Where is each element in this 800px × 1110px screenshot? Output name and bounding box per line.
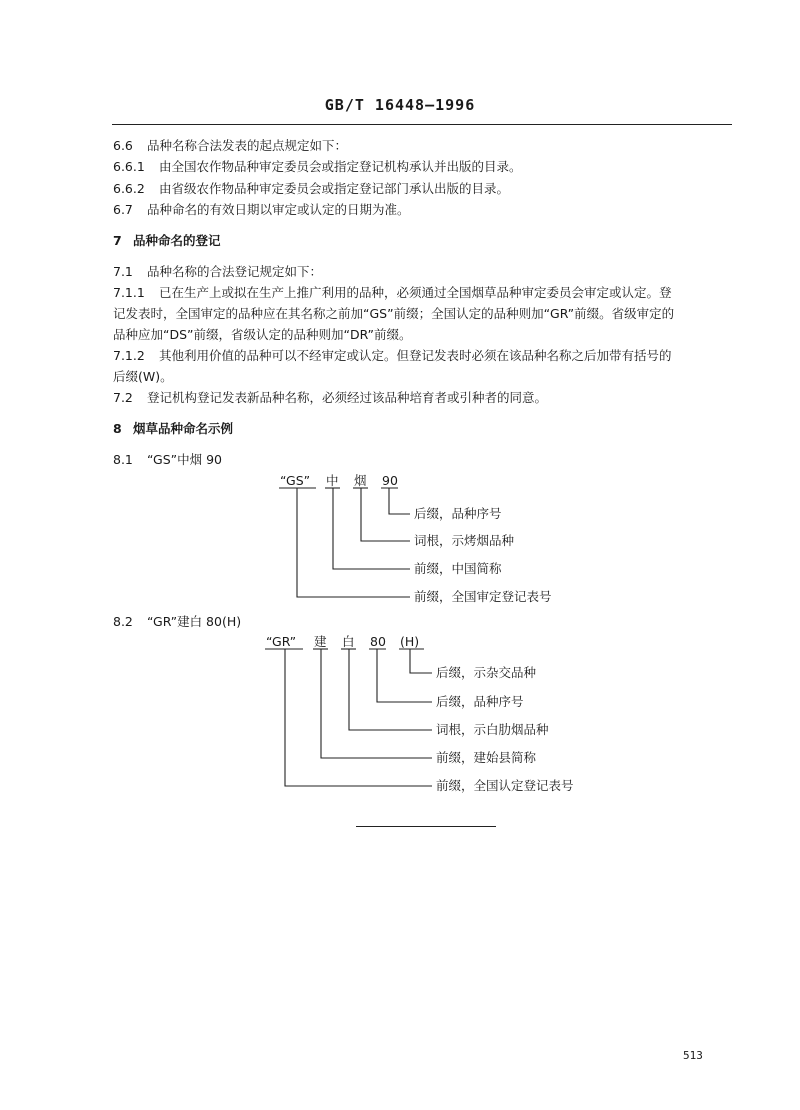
end-rule — [356, 826, 496, 827]
d1-label-3: 前缀，中国简称 — [414, 561, 502, 576]
clause-6-6: 6.6 品种名称合法发表的起点规定如下： — [113, 138, 348, 153]
clause-7-2: 7.2 登记机构登记发表新品种名称，必须经过该品种培育者或引种者的同意。 — [113, 390, 548, 405]
d2-token-bai: 白 — [342, 634, 355, 649]
clause-6-7: 6.7 品种命名的有效日期以审定或认定的日期为准。 — [113, 202, 410, 217]
clause-7-1: 7.1 品种名称的合法登记规定如下： — [113, 264, 323, 279]
d2-label-1: 后缀，示杂交品种 — [436, 665, 537, 680]
clause-7-1-2-cont: 后缀(W)。 — [113, 369, 173, 384]
d1-label-2: 词根，示烤烟品种 — [414, 533, 515, 548]
clause-6-6-1: 6.6.1 由全国农作物品种审定委员会或指定登记机构承认并出版的目录。 — [113, 159, 522, 174]
d2-label-3: 词根，示白肋烟品种 — [436, 722, 549, 737]
clause-7-1-1-cont: 记发表时，全国审定的品种应在其名称之前加“GS”前缀；全国认定的品种则加“GR”前缀。省级审定的 — [113, 306, 675, 321]
d1-token-yan: 烟 — [354, 473, 367, 488]
d2-token-80: 80 — [370, 634, 386, 649]
d2-label-4: 前缀，建始县简称 — [436, 750, 537, 765]
d1-label-1: 后缀，品种序号 — [414, 506, 502, 521]
standard-header: GB/T 16448—1996 — [324, 96, 476, 114]
d1-token-90: 90 — [382, 473, 398, 488]
d1-token-zhong: 中 — [326, 473, 339, 488]
d2-label-5: 前缀，全国认定登记表号 — [436, 778, 574, 793]
section-7-heading: 7 品种命名的登记 — [113, 233, 221, 248]
clause-7-1-1-cont2: 品种应加“DS”前缀，省级认定的品种则加“DR”前缀。 — [113, 327, 412, 342]
example-8-1: 8.1 “GS”中烟 90 — [113, 452, 223, 467]
page-number: 513 — [683, 1049, 703, 1062]
clause-7-1-2: 7.1.2 其他利用价值的品种可以不经审定或认定。但登记发表时必须在该品种名称之后加带有括号的 — [113, 348, 672, 363]
d2-token-h: (H) — [400, 634, 420, 649]
d1-token-gs: “GS” — [280, 473, 311, 488]
d2-label-2: 后缀，品种序号 — [436, 694, 524, 709]
clause-6-6-2: 6.6.2 由省级农作物品种审定委员会或指定登记部门承认出版的目录。 — [113, 181, 510, 196]
section-8-heading: 8 烟草品种命名示例 — [113, 421, 234, 436]
clause-7-1-1: 7.1.1 已在生产上或拟在生产上推广利用的品种，必须通过全国烟草品种审定委员会审定或认定。登 — [113, 285, 672, 300]
d2-token-jian: 建 — [314, 634, 327, 649]
d2-token-gr: “GR” — [266, 634, 297, 649]
example-8-2: 8.2 “GR”建白 80(H) — [113, 614, 242, 629]
d1-label-4: 前缀，全国审定登记表号 — [414, 589, 552, 604]
